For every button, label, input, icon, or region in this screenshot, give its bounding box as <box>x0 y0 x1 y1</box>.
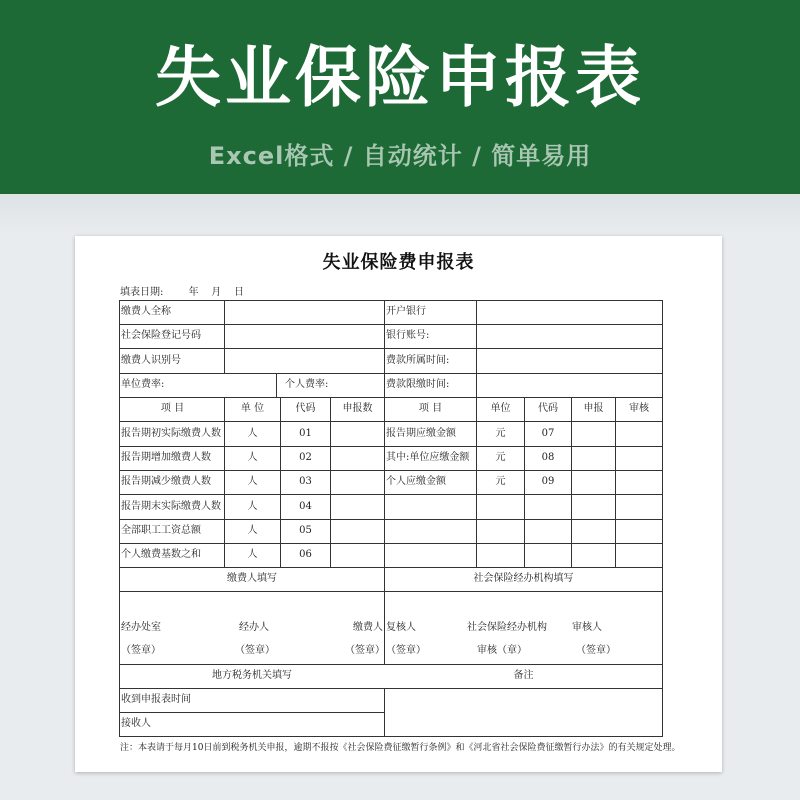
table-row-code: 04 <box>299 501 312 512</box>
table-row-unit: 人 <box>247 452 258 463</box>
unit-rate-label: 单位费率: <box>121 379 165 390</box>
table-row-item: 报告期末实际缴费人数 <box>121 501 221 512</box>
tax-section-heading: 地方税务机关填写 <box>212 670 292 681</box>
table-row-code: 08 <box>541 452 555 463</box>
table-row-unit: 人 <box>247 549 258 560</box>
payer-seal: （签章） <box>345 645 385 656</box>
table-row-code: 03 <box>299 476 312 487</box>
deadline-label: 费款限缴时间: <box>386 379 450 390</box>
bank-label: 开户银行 <box>386 306 426 317</box>
table-row-unit: 元 <box>495 428 506 439</box>
reviewer-seal: （签章） <box>386 645 426 656</box>
table-row-item: 个人缴费基数之和 <box>121 549 201 560</box>
auditor-seal: （签章） <box>576 645 616 656</box>
header-banner <box>0 0 800 194</box>
header-item-left: 项 目 <box>160 403 185 414</box>
payer-section-heading: 缴费人填写 <box>227 573 277 584</box>
header-item-right: 项 目 <box>418 403 443 414</box>
header-declared-left: 申报数 <box>342 403 373 414</box>
table-row-code: 02 <box>299 452 312 463</box>
auditor-label: 审核人 <box>572 622 602 633</box>
table-row-item: 其中:单位应缴金额 <box>386 452 470 463</box>
table-row-item: 个人应缴金额 <box>386 476 446 487</box>
banner-subtitle: Excel格式 / 自动统计 / 简单易用 <box>208 142 592 170</box>
receiver-label: 接收人 <box>121 718 151 729</box>
table-row-item: 报告期增加缴费人数 <box>121 452 211 463</box>
fill-date-label: 填表日期: <box>120 287 164 298</box>
header-code-right: 代码 <box>538 403 558 414</box>
payer-name-label: 缴费人全称 <box>121 306 171 317</box>
handler-seal: （签章） <box>235 645 275 656</box>
table-row-item: 报告期应缴金额 <box>386 428 456 439</box>
table-row-code: 06 <box>299 549 312 560</box>
header-unit-right: 单位 <box>490 403 511 414</box>
table-row-unit: 人 <box>247 476 258 487</box>
table-row-code: 01 <box>299 428 312 439</box>
receive-time-label: 收到申报表时间 <box>121 694 191 705</box>
payer-id-label: 缴费人识别号 <box>121 355 181 366</box>
header-unit-left: 单 位 <box>240 403 265 414</box>
agency-section-heading: 社会保险经办机构填写 <box>473 573 574 584</box>
payer-sign-label: 缴费人 <box>353 622 383 633</box>
remarks-heading: 备注 <box>513 670 534 681</box>
header-declared-right: 申报 <box>583 403 604 414</box>
personal-rate-label: 个人费率: <box>285 379 329 390</box>
month-label: 月 <box>211 287 222 298</box>
table-row-unit: 人 <box>247 428 258 439</box>
table-row-unit: 元 <box>495 452 506 463</box>
banner-shadow-band <box>0 194 800 234</box>
account-label: 银行账号: <box>386 330 430 341</box>
table-row-item: 全部职工工资总额 <box>121 525 201 536</box>
office-label: 经办处室 <box>121 622 161 633</box>
office-seal: （签章） <box>121 645 161 656</box>
reg-no-label: 社会保险登记号码 <box>121 330 201 341</box>
form-title: 失业保险费申报表 <box>322 252 475 273</box>
table-row-item: 报告期减少缴费人数 <box>121 476 211 487</box>
table-row-unit: 元 <box>495 476 506 487</box>
table-row-code: 05 <box>299 525 312 536</box>
agency-label: 社会保险经办机构 <box>467 622 547 633</box>
table-row-code: 09 <box>541 476 555 487</box>
banner-title: 失业保险申报表 <box>155 39 645 116</box>
year-label: 年 <box>188 287 199 298</box>
header-code-left: 代码 <box>295 403 316 414</box>
period-label: 费款所属时间: <box>386 355 450 366</box>
agency-audit-seal: 审核（章） <box>477 645 527 656</box>
reviewer-label: 复核人 <box>386 622 416 633</box>
table-row-unit: 人 <box>247 501 258 512</box>
form-note: 注：本表请于每月10日前到税务机关申报，逾期不报按《社会保险费征缴暂行条例》和《河北省社会保险费征缴暂行办法》的有关规定处理。 <box>120 743 681 753</box>
form-sheet <box>75 236 722 772</box>
table-row-unit: 人 <box>247 525 258 536</box>
header-audit-right: 审核 <box>629 403 649 414</box>
handler-label: 经办人 <box>239 622 269 633</box>
day-label: 日 <box>234 287 244 298</box>
table-row-item: 报告期初实际缴费人数 <box>121 428 221 439</box>
table-row-code: 07 <box>541 428 555 439</box>
